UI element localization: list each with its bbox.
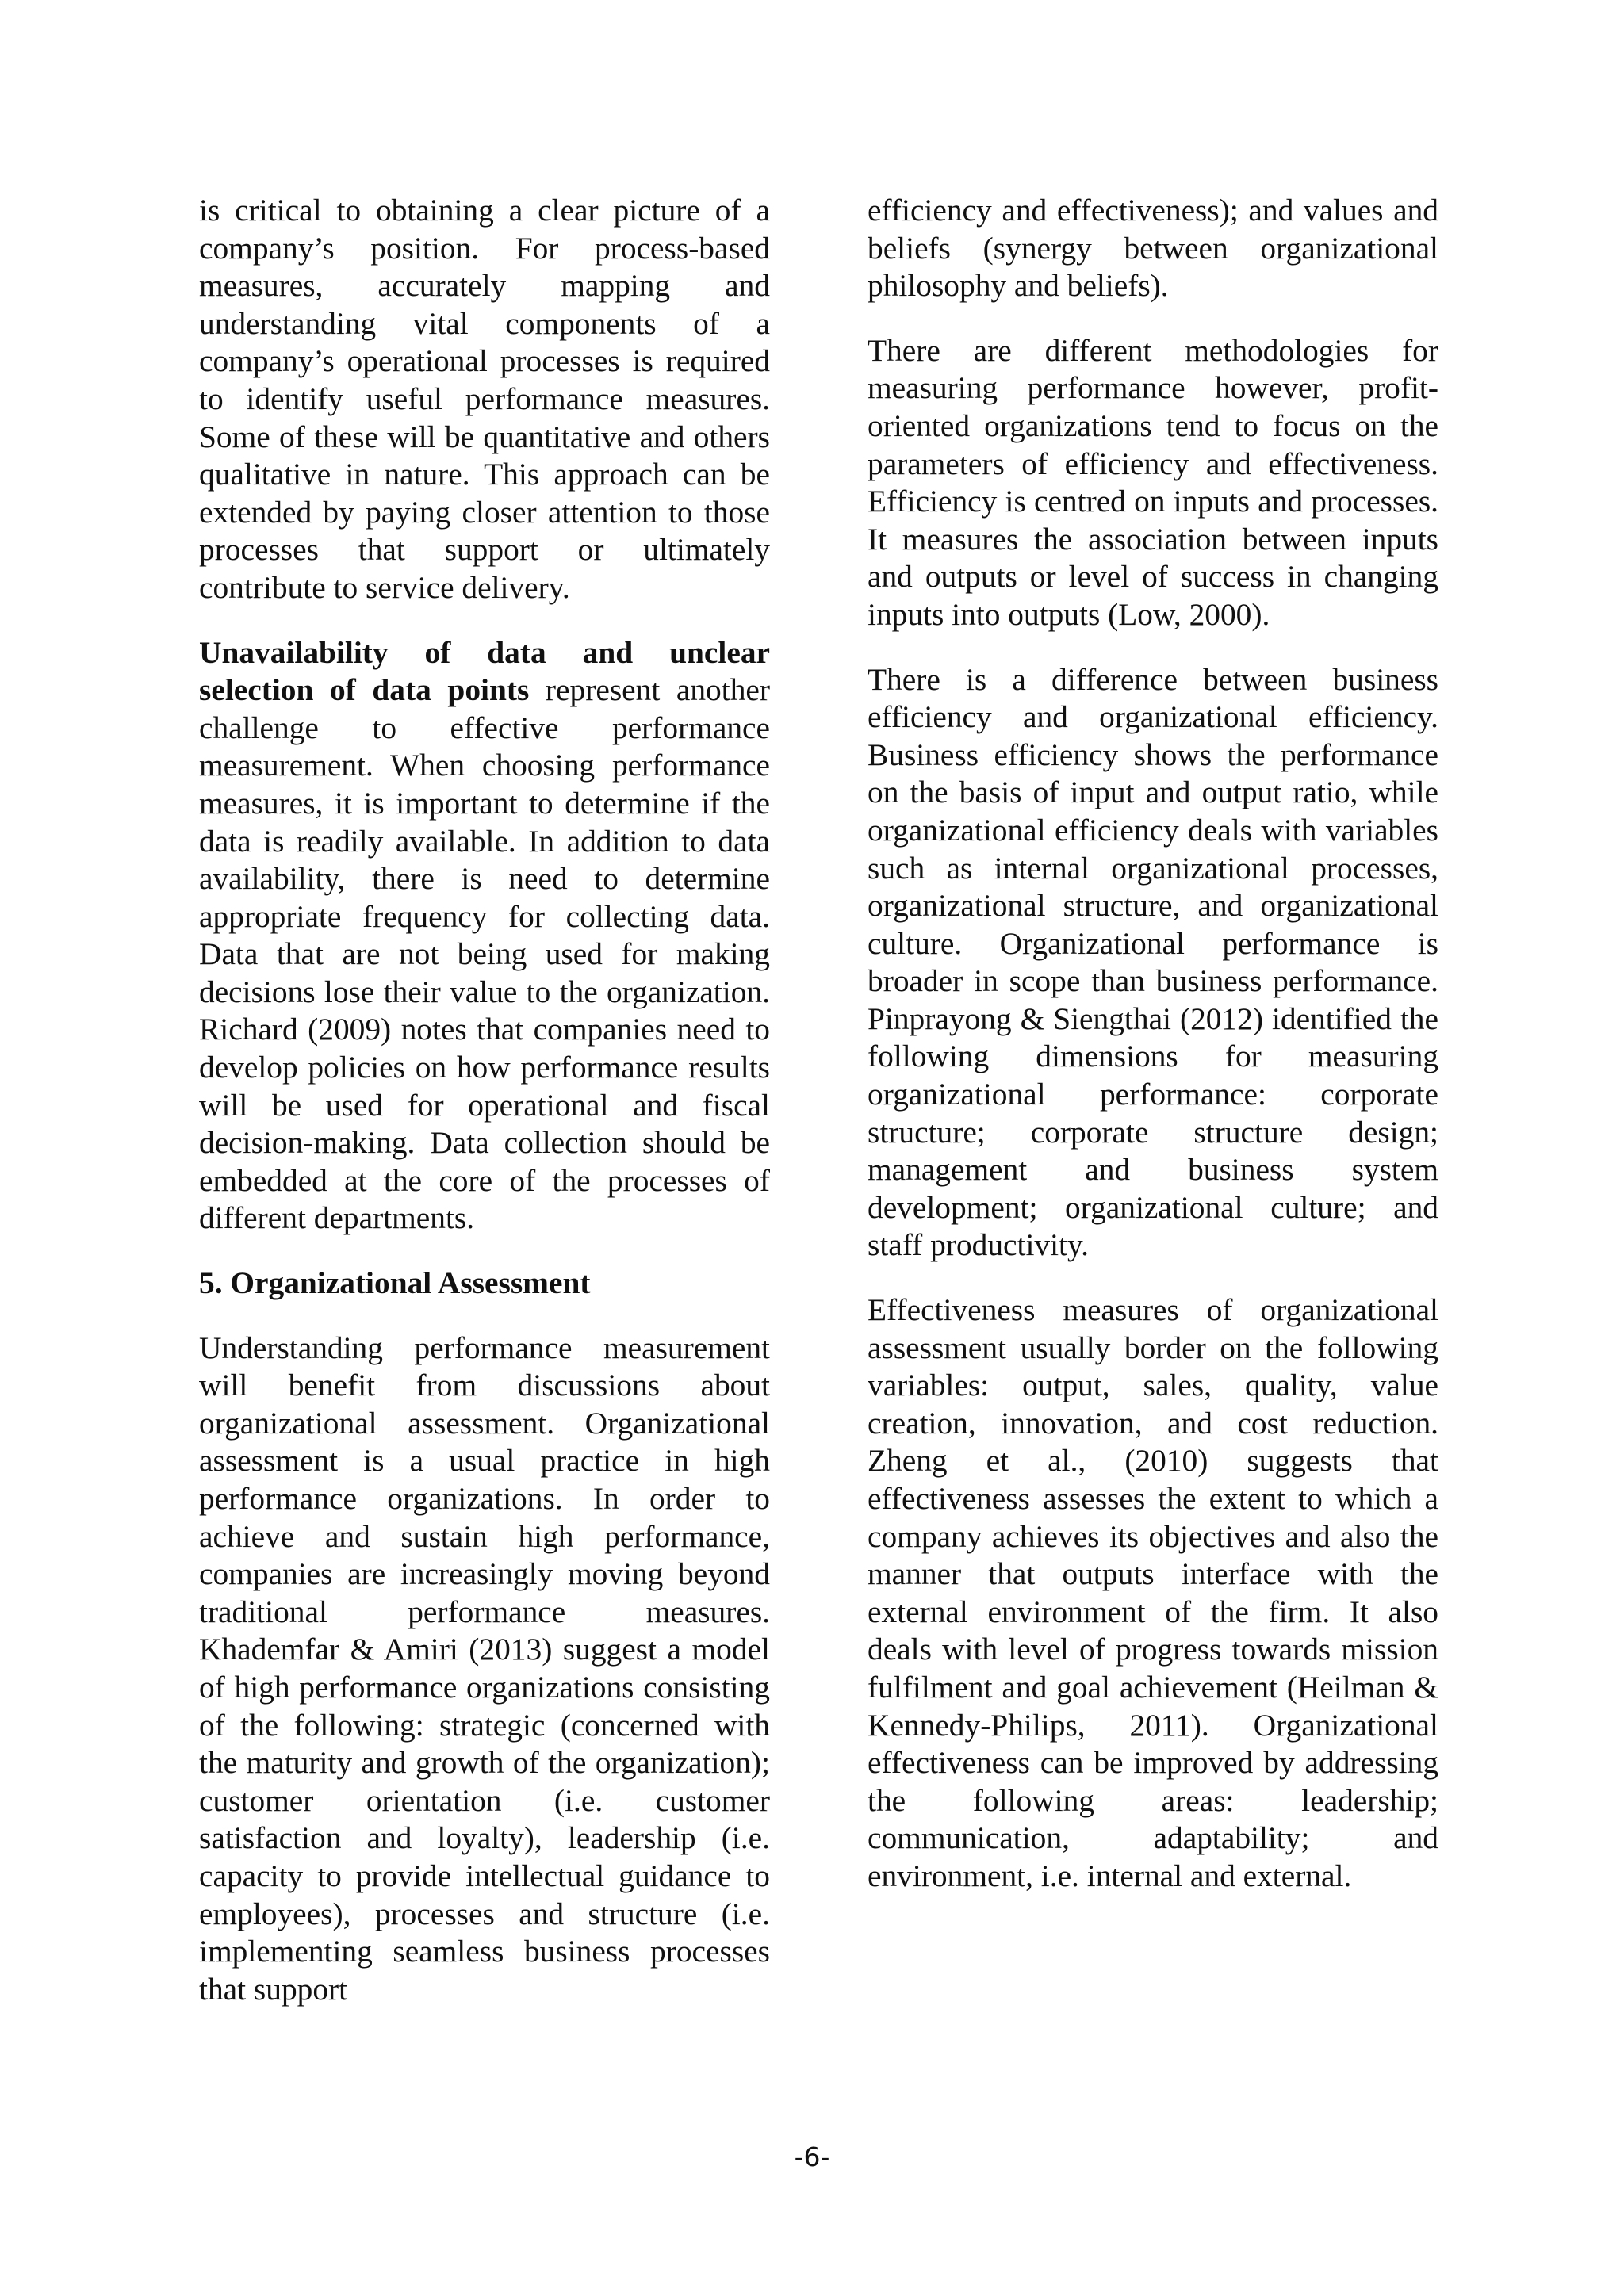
paragraph-efficiency: There is a difference between business efficiency and organizational efficiency. Business efficiency shows the performance on the basis of input and output ratio, while organizational efficiency deals with variables such as internal organizational processes, organizational structure, and organizational culture. Organizational performance is broader in scope than business performance. Pinprayong & Siengthai (2012) identified the following dimensions for measuring organizational performance: corporate structure; corporate structure design; management and business system development; organizational culture; and staff productivity. — [868, 661, 1438, 1263]
paragraph-organizational-assessment: Understanding performance measurement will benefit from discussions about organizational assessment. Organizational assessment is a usual practice in high performance organizations. In order to achieve and sustain high performance, companies are increasingly moving beyond traditional performance measures. Khademfar & Amiri (2013) suggest a model of high performance organizations consisting of the following: strategic (concerned with the maturity and growth of the organization); customer orientation (i.e. customer satisfaction and loyalty), leadership (i.e. capacity to provide intellectual guidance to employees), processes and structure (i.e. implementing seamless business processes that support — [199, 1330, 770, 2007]
section-heading: 5. Organizational Assessment — [199, 1265, 591, 1301]
paragraph-methodologies: There are different methodologies for measuring performance however, profit-oriented organizations tend to focus on the parameters of efficiency and effectiveness. Efficiency is centred on inputs and processes. It measures the association between inputs and outputs or level of success in changing inputs into outputs (Low, 2000). — [868, 332, 1438, 632]
bold-lead-in: Unavailability of data and unclear selection of data points — [199, 634, 770, 708]
paragraph-effectiveness: Effectiveness measures of organizational assessment usually border on the following variables: output, sales, quality, value creation, innovation, and cost reduction. Zheng et al., (2010) suggests that effectiveness assesses the extent to which a company achieves its objectives and also the manner that outputs interface with the external environment of the firm. It also deals with level of progress towards mission fulfilment and goal achievement (Heilman & Kennedy-Philips, 2011). Organizational effectiveness can be improved by addressing the following areas: leadership; communication, adaptability; and environment, i.e. internal and external. — [868, 1292, 1438, 1893]
paragraph-body: represent another challenge to effective performance measurement. When choosing performance measures, it is important to determine if the data is readily available. In addition to data availability, there is need to determine appropriate frequency for collecting data. Data that are not being used for making decisions lose their value to the organization. Richard (2009) notes that companies need to develop policies on how performance results will be used for operational and fiscal decision-making. Data collection should be embedded at the core of the processes of different departments. — [199, 672, 770, 1236]
paragraph-data-availability — [199, 634, 770, 1238]
paragraph-process-measures: is critical to obtaining a clear picture of a company’s position. For process-based measures, accurately mapping and understanding vital components of a company’s operational processes is required to identify useful performance measures. Some of these will be quantitative and others qualitative in nature. This approach can be extended by paying closer attention to those processes that support or ultimately contribute to service delivery. — [199, 193, 770, 605]
left-column — [199, 192, 770, 2035]
right-column — [868, 192, 1438, 1923]
paragraph-values-beliefs: efficiency and effectiveness); and values and beliefs (synergy between organizational philosophy and beliefs). — [868, 193, 1438, 304]
page-number: -6- — [794, 2141, 830, 2172]
